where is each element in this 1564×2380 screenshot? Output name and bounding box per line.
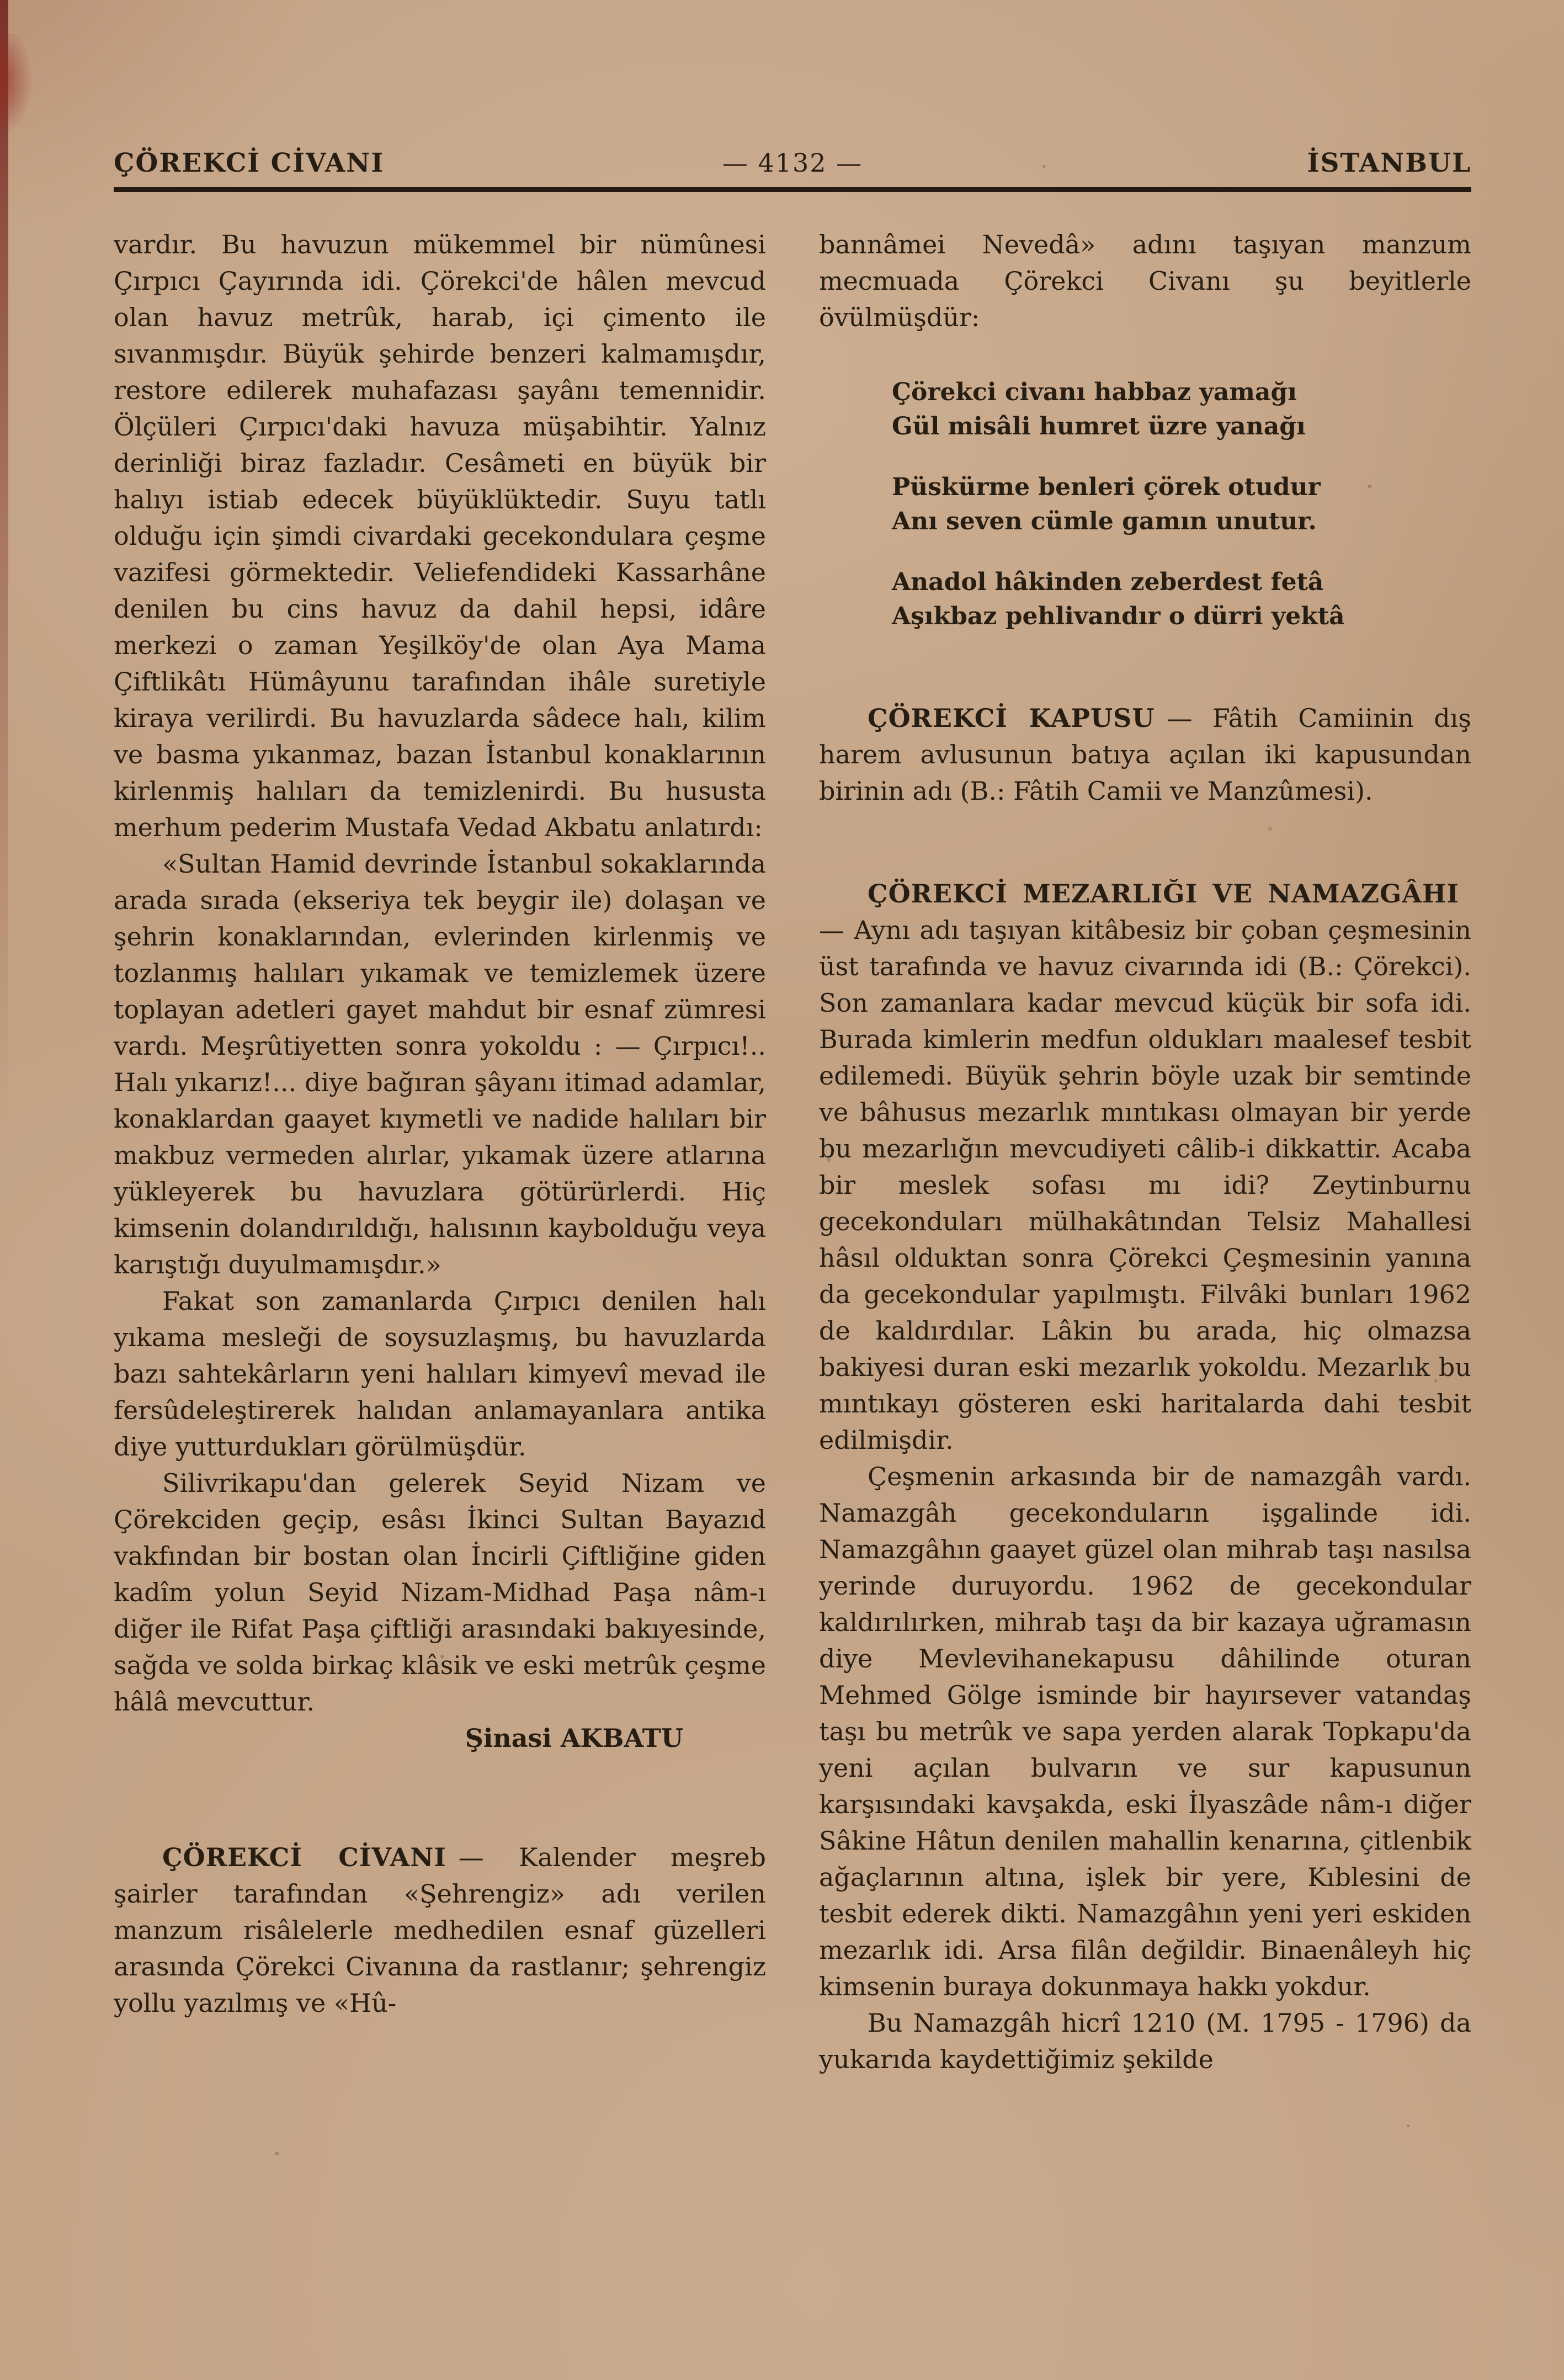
page-number: — 4132 — bbox=[722, 148, 863, 178]
author-signature: Şinasi AKBATU bbox=[465, 1723, 683, 1753]
entry-text: — Fâtih Camiinin dış harem avlusunun batıya açılan iki kapusundan birinin adı (B.: Fâtih Camii ve Manzûmesi). bbox=[819, 703, 1471, 806]
poem-line: Anı seven cümle gamın unutur. bbox=[892, 507, 1317, 535]
text-columns bbox=[114, 226, 1471, 2078]
paragraph-continued: vardır. Bu havuzun mükemmel bir nümûnesi Çırpıcı Çayırında idi. Çörekci'de hâlen mevcud olan havuz metrûk, harab, içi çimento ile sıvanmışdır. Büyük şehirde benzeri kalmamışdır, restore edilerek muhafazası şayânı temennidir. Ölçüleri Çırpıcı'daki havuza müşabihtir. Yalnız derinliği biraz fazladır. Cesâmeti en büyük bir halıyı istiab edecek büyüklüktedir. Suyu tatlı olduğu için şimdi civardaki gecekondulara çeşme vazifesi görmektedir. Veliefendideki Kassarhâne denilen bu cins havuz da dahil hepsi, idâre merkezi o zaman Yeşilköy'de olan Aya Mama Çiftlikâtı Hümâyunu tarafından ihâle suretiyle kiraya verilirdi. Bu havuzlarda sâdece halı, kilim ve basma yıkanmaz, bazan İstanbul konaklarının kirlenmiş halıları da temizlenirdi. Bu hususta merhum pederim Mustafa Vedad Akbatu anlatırdı: bbox=[114, 230, 766, 842]
entry-heading: ÇÖREKCİ KAPUSU bbox=[868, 703, 1155, 733]
poem bbox=[892, 375, 1471, 634]
couplet bbox=[892, 375, 1471, 444]
poem-line: Püskürme benleri çörek otudur bbox=[892, 473, 1321, 501]
paragraph: Bu Namazgâh hicrî 1210 (M. 1795 - 1796) da yukarıda kaydettiğimiz şekilde bbox=[819, 2008, 1471, 2074]
left-column bbox=[114, 226, 766, 2078]
quote-paragraph: «Sultan Hamid devrinde İstanbul sokaklarında arada sırada (ekseriya tek beygir ile) dolaşan ve şehrin konaklarından, evlerinden kirlenmiş ve tozlanmış halıları yıkamak ve temizlemek üzere toplayan adetleri gayet mahdut bir esnaf zümresi vardı. Meşrûtiyetten sonra yokoldu : — Çırpıcı!.. Halı yıkarız!... diye bağıran şâyanı itimad adamlar, konaklardan gaayet kıymetli ve nadide halıları bir makbuz vermeden alırlar, yıkamak üzere atlarına yükleyerek bu havuzlara götürürlerdi. Hiç kimsenin dolandırıldığı, halısının kaybolduğu veya karıştığı duyulmamışdır.» bbox=[114, 849, 766, 1279]
entry-text: — Aynı adı taşıyan kitâbesiz bir çoban çeşmesinin üst tarafında ve havuz civarında idi (B.: Çörekci). Son zamanlara kadar mevcud küçük bir sofa idi. Burada kimlerin medfun oldukları maalesef tesbit edilemedi. Büyük şehrin böyle uzak bir semtinde ve bâhusus mezarlık mıntıkası olmayan bir yerde bu mezarlığın mevcudiyeti câlib-i dikkattir. Acaba bir meslek sofası mı idi? Zeytinburnu gecekonduları mülhakâtından Telsiz Mahallesi hâsıl olduktan sonra Çörekci Çeşmesinin yanına da gecekondular yapılmıştı. Filvâki bunları 1962 de kaldırdılar. Lâkin bu arada, hiç olmazsa bakiyesi duran eski mezarlık yokoldu. Mezarlık bu mıntıkayı gösteren eski haritalarda dahi tesbit edilmişdir. bbox=[819, 915, 1471, 1455]
entry-text: — Kalender meşreb şairler tarafından «Şehrengiz» adı verilen manzum risâlelerle medhedilen esnaf güzelleri arasında Çörekci Civanına da rastlanır; şehrengiz yollu yazılmış ve «Hû- bbox=[114, 1842, 766, 2018]
header-rule bbox=[114, 187, 1471, 192]
page-header bbox=[114, 148, 1471, 178]
entry-heading: ÇÖREKCİ MEZARLIĞI VE NAMAZGÂHI bbox=[868, 879, 1459, 909]
paragraph: Çeşmenin arkasında bir de namazgâh vardı. Namazgâh gecekonduların işgalinde idi. Namazgâhın gaayet güzel olan mihrab taşı nasılsa yerinde duruyordu. 1962 de gecekondular kaldırılırken, mihrab taşı da bir kazaya uğramasın diye Mevlevihanekapusu dâhilinde oturan Mehmed Gölge isminde bir hayırsever vatandaş taşı bu metrûk ve sapa yerden alarak Topkapu'da yeni açılan bulvarın ve sur kapusunun karşısındaki kavşakda, eski İlyaszâde nâm-ı diğer Sâkine Hâtun denilen mahallin kenarına, çitlenbik ağaçlarının altına, işlek bir yere, Kıblesini de tesbit ederek dikti. Namazgâhın yeni yeri eskiden mezarlık idi. Arsa filân değildir. Binaenâleyh hiç kimsenin buraya dokunmaya hakkı yokdur. bbox=[819, 1462, 1471, 2001]
poem-line: Çörekci civanı habbaz yamağı bbox=[892, 378, 1297, 406]
paragraph: Silivrikapu'dan gelerek Seyid Nizam ve Çörekciden geçip, esâsı İkinci Sultan Bayazıd vakfından bir bostan olan İncirli Çiftliğine giden kadîm yolun Seyid Nizam-Midhad Paşa nâm-ı diğer ile Rifat Paşa çiftliği arasındaki bakıyesinde, sağda ve solda birkaç klâsik ve eski metrûk çeşme hâlâ mevcuttur. bbox=[114, 1468, 766, 1717]
running-title-right: İSTANBUL bbox=[1307, 148, 1471, 178]
entry-heading: ÇÖREKCİ CİVANI bbox=[162, 1842, 446, 1872]
right-column bbox=[819, 226, 1471, 2078]
poem-line: Anadol hâkinden zeberdest fetâ bbox=[892, 568, 1324, 596]
poem-line: Gül misâli humret üzre yanağı bbox=[892, 412, 1306, 440]
entry-paragraph bbox=[819, 875, 1471, 1458]
poem-line: Aşıkbaz pehlivandır o dürri yektâ bbox=[892, 602, 1345, 630]
couplet bbox=[892, 565, 1471, 634]
paragraph: Fakat son zamanlarda Çırpıcı denilen halı yıkama mesleği de soysuzlaşmış, bu havuzlarda bazı sahtekârların yeni halıları kimyevî mevad ile fersûdeleştirerek halıdan anlamayanlara antika diye yutturdukları görülmüşdür. bbox=[114, 1286, 766, 1462]
paragraph-continued: bannâmei Nevedâ» adını taşıyan manzum mecmuada Çörekci Civanı şu beyitlerle övülmüşdür: bbox=[819, 230, 1471, 332]
couplet bbox=[892, 470, 1471, 539]
entry-paragraph bbox=[819, 700, 1471, 809]
running-title-left: ÇÖREKCİ CİVANI bbox=[114, 148, 385, 178]
entry-paragraph bbox=[114, 1839, 766, 2021]
